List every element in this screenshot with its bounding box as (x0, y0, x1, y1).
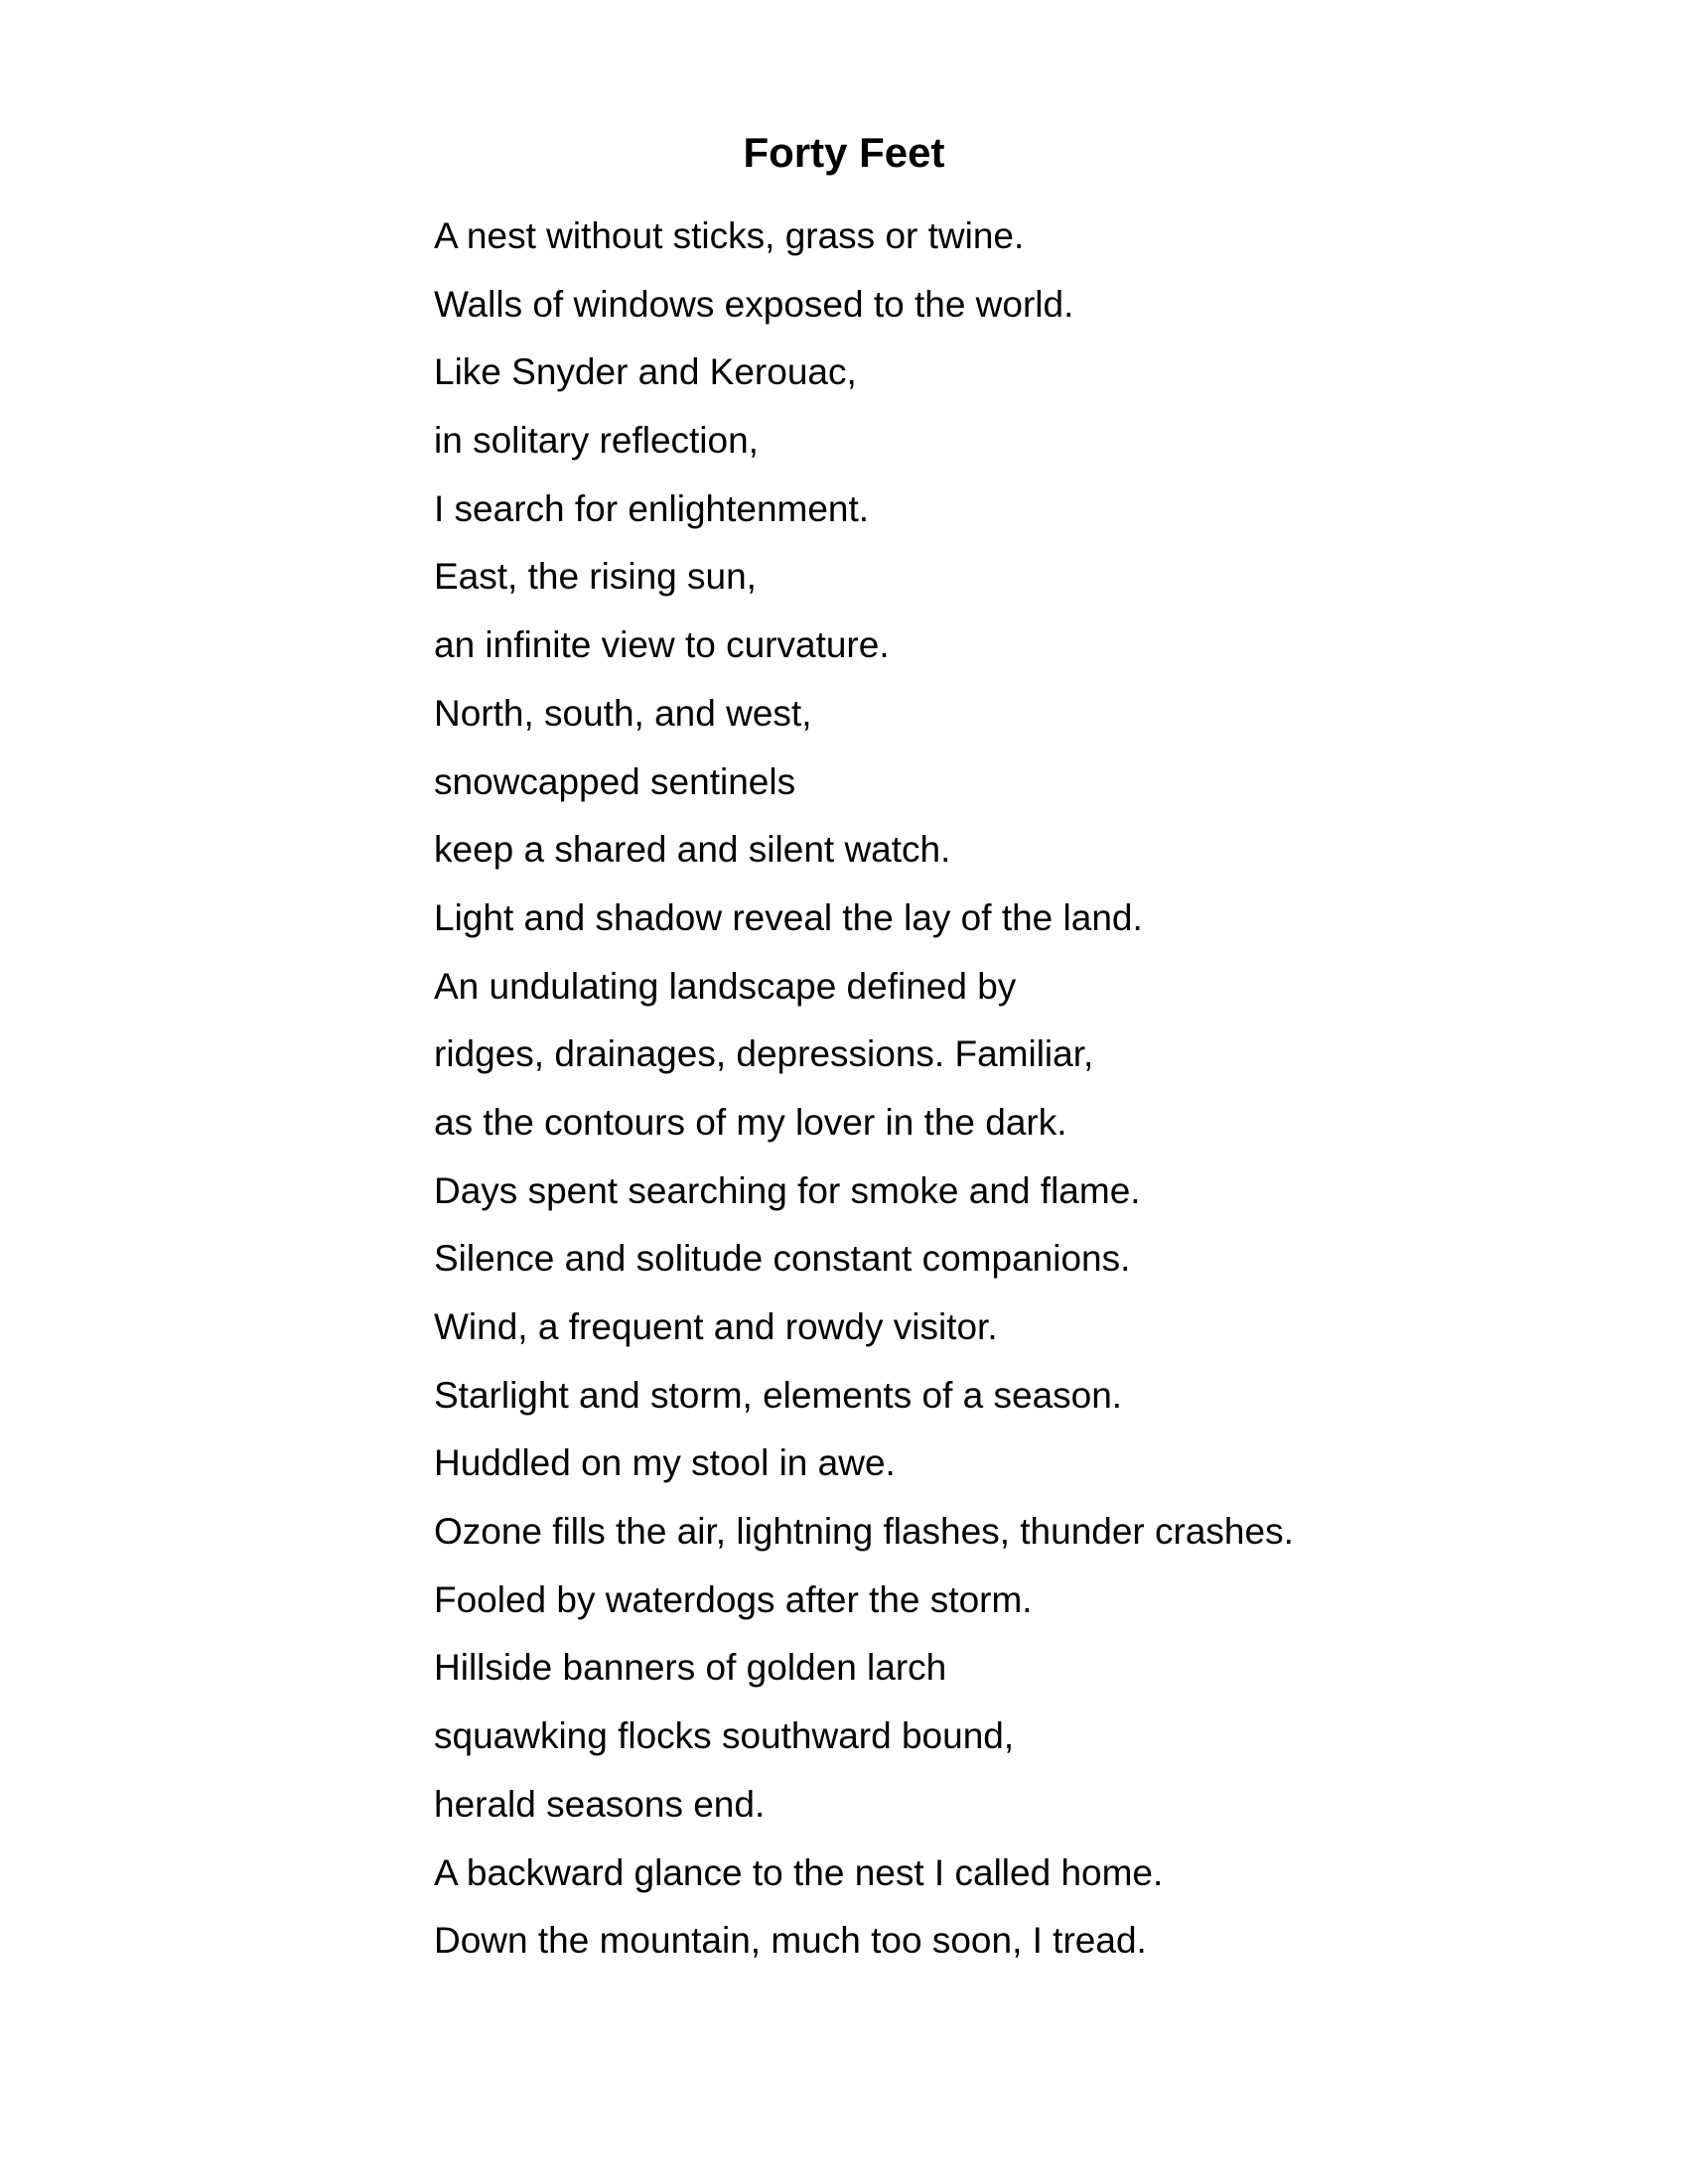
poem-line: Down the mountain, much too soon, I tread. (434, 1920, 1147, 1962)
poem-line: Days spent searching for smoke and flame. (434, 1169, 1141, 1211)
poem-line: Wind, a frequent and rowdy visitor. (434, 1306, 998, 1347)
poem-body (434, 203, 1294, 1976)
poem-line: snowcapped sentinels (434, 760, 796, 802)
poem-line: as the contours of my lover in the dark. (434, 1101, 1067, 1143)
poem-line: Walls of windows exposed to the world. (434, 283, 1074, 325)
poem-line: North, south, and west, (434, 692, 812, 734)
poem-line: A nest without sticks, grass or twine. (434, 215, 1025, 256)
poem-line: herald seasons end. (434, 1783, 766, 1825)
poem-line: Huddled on my stool in awe. (434, 1442, 896, 1484)
poem-line: Ozone fills the air, lightning flashes, thunder crashes. (434, 1511, 1294, 1553)
poem-line: A backward glance to the nest I called home. (434, 1851, 1164, 1893)
poem-title: Forty Feet (743, 129, 945, 176)
poem-line: Fooled by waterdogs after the storm. (434, 1578, 1033, 1620)
poem-line: an infinite view to curvature. (434, 624, 890, 666)
poem-line: Hillside banners of golden larch (434, 1647, 947, 1689)
poem-line: Light and shadow reveal the lay of the land. (434, 896, 1143, 938)
poem-line: Silence and solitude constant companions. (434, 1238, 1131, 1280)
poem-line: I search for enlightenment. (434, 487, 870, 529)
poem-line: An undulating landscape defined by (434, 965, 1017, 1007)
poem-line: keep a shared and silent watch. (434, 829, 951, 871)
poem-line: squawking flocks southward bound, (434, 1715, 1015, 1757)
poem-line: ridges, drainages, depressions. Familiar, (434, 1033, 1094, 1075)
poem-line: Like Snyder and Kerouac, (434, 351, 857, 393)
poem-line: Starlight and storm, elements of a season. (434, 1374, 1123, 1416)
poem-line: East, the rising sun, (434, 556, 757, 598)
poem-line: in solitary reflection, (434, 420, 759, 462)
